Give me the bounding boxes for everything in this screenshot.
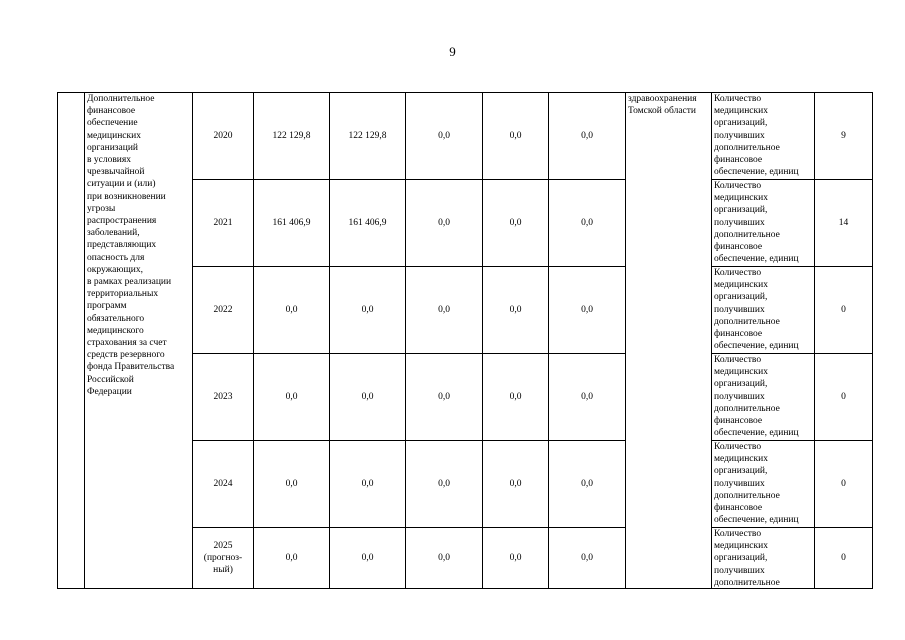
federal-budget-cell: 0,0 xyxy=(330,354,406,441)
regional-budget-cell: 0,0 xyxy=(406,180,483,267)
local-budget-cell: 0,0 xyxy=(483,93,549,180)
indicator-value-cell: 0 xyxy=(815,441,873,528)
year-cell: 2022 xyxy=(193,267,254,354)
year-cell: 2025 (прогноз- ный) xyxy=(193,528,254,589)
measure-name-cell: Дополнительное финансовое обеспечение медицинских организаций в условиях чрезвычайной ситуации и (или) при возникновении угрозы распространения заболеваний, представляющих опасность для окружающих, в рамках реализации территориальных программ обязательного медицинского страхования за счет средств резервного фонда Правительства Российской Федерации xyxy=(85,93,193,589)
total-cell: 0,0 xyxy=(254,354,330,441)
indicator-cell xyxy=(712,93,815,180)
local-budget-cell: 0,0 xyxy=(483,528,549,589)
indicator-cell xyxy=(712,528,815,589)
total-cell: 0,0 xyxy=(254,267,330,354)
year-cell: 2020 xyxy=(193,93,254,180)
regional-budget-cell: 0,0 xyxy=(406,528,483,589)
indicator-value-cell: 0 xyxy=(815,528,873,589)
indicator-value-cell: 9 xyxy=(815,93,873,180)
indicator-value-cell: 0 xyxy=(815,354,873,441)
other-sources-cell: 0,0 xyxy=(549,93,626,180)
local-budget-cell: 0,0 xyxy=(483,180,549,267)
regional-budget-cell: 0,0 xyxy=(406,93,483,180)
federal-budget-cell: 0,0 xyxy=(330,528,406,589)
total-cell: 122 129,8 xyxy=(254,93,330,180)
table-row xyxy=(58,93,873,180)
federal-budget-cell: 161 406,9 xyxy=(330,180,406,267)
total-cell: 0,0 xyxy=(254,441,330,528)
local-budget-cell: 0,0 xyxy=(483,354,549,441)
year-cell: 2024 xyxy=(193,441,254,528)
indicator-text: Количество медицинских организаций, получивших дополнительное финансовое обеспечение, единиц xyxy=(714,355,799,439)
page-number: 9 xyxy=(449,44,456,59)
indicator-cell xyxy=(712,267,815,354)
other-sources-cell: 0,0 xyxy=(549,528,626,589)
executor-cell: здравоохранения Томской области xyxy=(626,93,712,589)
local-budget-cell: 0,0 xyxy=(483,441,549,528)
indicator-text: Количество медицинских организаций, получивших дополнительное xyxy=(714,529,780,588)
row-number-cell xyxy=(58,93,85,589)
total-cell: 0,0 xyxy=(254,528,330,589)
indicator-text: Количество медицинских организаций, получивших дополнительное финансовое обеспечение, единиц xyxy=(714,442,799,526)
total-cell: 161 406,9 xyxy=(254,180,330,267)
indicator-text: Количество медицинских организаций, получивших дополнительное финансовое обеспечение, единиц xyxy=(714,94,799,178)
federal-budget-cell: 0,0 xyxy=(330,267,406,354)
other-sources-cell: 0,0 xyxy=(549,267,626,354)
year-cell: 2023 xyxy=(193,354,254,441)
indicator-cell xyxy=(712,180,815,267)
regional-budget-cell: 0,0 xyxy=(406,354,483,441)
budget-table xyxy=(57,92,873,589)
indicator-text: Количество медицинских организаций, получивших дополнительное финансовое обеспечение, единиц xyxy=(714,268,799,352)
regional-budget-cell: 0,0 xyxy=(406,267,483,354)
other-sources-cell: 0,0 xyxy=(549,441,626,528)
federal-budget-cell: 122 129,8 xyxy=(330,93,406,180)
local-budget-cell: 0,0 xyxy=(483,267,549,354)
indicator-text: Количество медицинских организаций, получивших дополнительное финансовое обеспечение, единиц xyxy=(714,181,799,265)
other-sources-cell: 0,0 xyxy=(549,180,626,267)
other-sources-cell: 0,0 xyxy=(549,354,626,441)
indicator-cell xyxy=(712,354,815,441)
regional-budget-cell: 0,0 xyxy=(406,441,483,528)
indicator-value-cell: 0 xyxy=(815,267,873,354)
indicator-value-cell: 14 xyxy=(815,180,873,267)
indicator-cell xyxy=(712,441,815,528)
federal-budget-cell: 0,0 xyxy=(330,441,406,528)
year-cell: 2021 xyxy=(193,180,254,267)
